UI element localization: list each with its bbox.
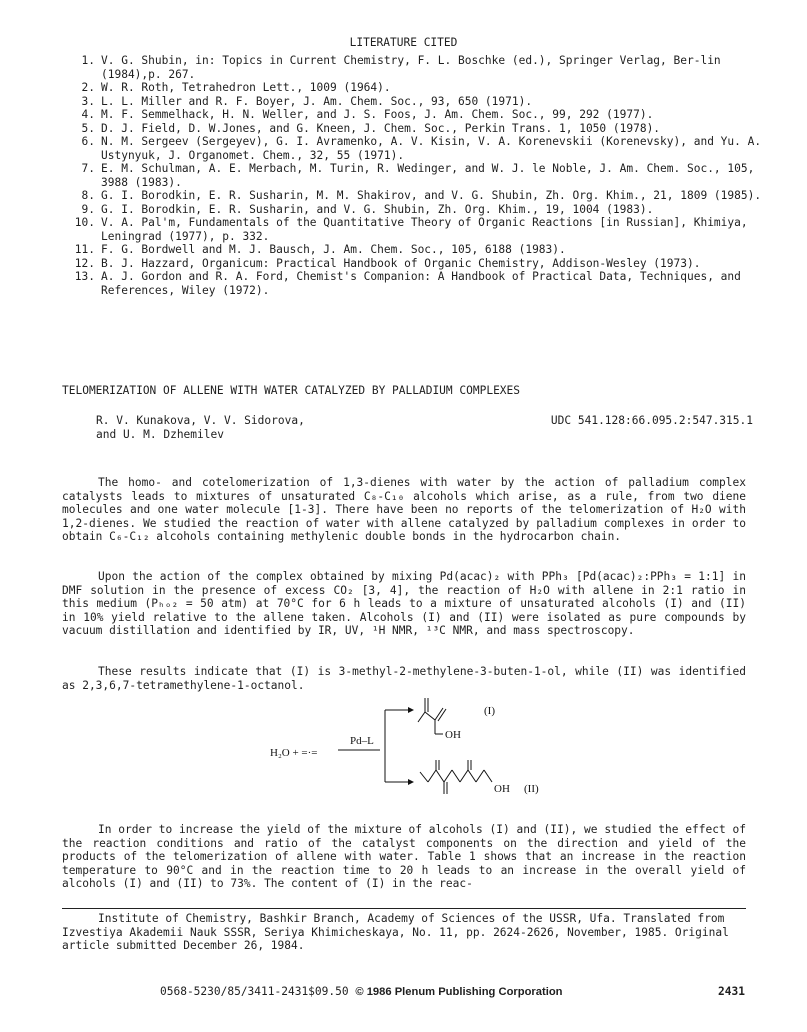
reference-number: 5. bbox=[81, 121, 95, 135]
reference-item bbox=[62, 270, 762, 297]
reference-item bbox=[62, 135, 762, 162]
paragraph-2 bbox=[62, 570, 746, 638]
reference-text: B. J. Hazzard, Organicum: Practical Handbook of Organic Chemistry, Addison-Wesley (1973). bbox=[101, 256, 701, 270]
reference-text: V. G. Shubin, in: Topics in Current Chemistry, F. L. Boschke (ed.), Springer Verlag, Ber-lin (1984),p. 267. bbox=[101, 54, 721, 81]
authors-line-1: R. V. Kunakova, V. V. Sidorova, bbox=[96, 414, 305, 427]
reference-text: N. M. Sergeev (Sergeyev), G. I. Avramenko, A. V. Kisin, V. A. Korenevskii (Korenevsky), and Yu. A. Ustynyuk, J. Organomet. Chem., 32, 55 (1971). bbox=[101, 135, 762, 162]
paragraph-3 bbox=[62, 665, 746, 692]
reference-number: 4. bbox=[81, 108, 95, 121]
footnote-text: Institute of Chemistry, Bashkir Branch, Academy of Sciences of the USSR, Ufa. Translated from Izvestiya Akademii Nauk SSSR, Seriya Khimicheskaya, No. 11, pp. 2624-2626, November, 1985. Original article submitted December 26, 1984. bbox=[62, 912, 729, 952]
reference-number: 10. bbox=[74, 216, 95, 229]
reference-item bbox=[62, 216, 762, 243]
reference-number: 2. bbox=[81, 81, 95, 94]
reference-text: A. J. Gordon and R. A. Ford, Chemist's Companion: A Handbook of Practical Data, Techniques, and References, Wiley (1972). bbox=[101, 270, 741, 297]
footnote-divider bbox=[62, 908, 746, 909]
reference-text: F. G. Bordwell and M. J. Bausch, J. Am. Chem. Soc., 105, 6188 (1983). bbox=[101, 243, 566, 256]
reference-number: 13. bbox=[74, 270, 95, 283]
structure-II-label: (II) bbox=[524, 783, 539, 795]
reference-item bbox=[62, 203, 762, 217]
reference-text: L. L. Miller and R. F. Boyer, J. Am. Chem. Soc., 93, 650 (1971). bbox=[101, 94, 533, 108]
reference-item bbox=[62, 122, 762, 136]
paragraph-4 bbox=[62, 823, 746, 891]
reference-text: G. I. Borodkin, E. R. Susharin, M. M. Shakirov, and V. G. Shubin, Zh. Org. Khim., 21, 1809 (1985). bbox=[101, 189, 762, 202]
udc-code: UDC 541.128:66.095.2:547.315.1 bbox=[550, 414, 753, 427]
paragraph-1 bbox=[62, 476, 746, 544]
paragraph-2-text: Upon the action of the complex obtained by mixing Pd(acac)₂ with PPh₃ [Pd(acac)₂:PPh₃ = 1:1] in DMF solution in the presence of excess CO₂ [3, 4], the reaction of H₂O with allene in 2:1 ratio in this medium (Pₕₒ₂ = 50 atm) at 70°C for 6 h leads to a mixture of unsaturated alcohols (I) and (II) in 10% yield relative to the allene taken. Alcohols (I) and (II) were isolated as pure compounds by vacuum distillation and identified by IR, UV, ¹H NMR, ¹³C NMR, and mass spectroscopy. bbox=[62, 570, 746, 637]
reaction-scheme bbox=[260, 690, 580, 805]
structure-I-oh: OH bbox=[445, 729, 461, 741]
structure-II bbox=[420, 760, 492, 794]
reference-item bbox=[62, 54, 762, 81]
footer-publisher: © 1986 Plenum Publishing Corporation bbox=[355, 986, 563, 998]
authors-line-2: and U. M. Dzhemilev bbox=[96, 427, 224, 441]
reference-item bbox=[62, 81, 762, 95]
reference-number: 9. bbox=[81, 202, 95, 216]
reference-text: G. I. Borodkin, E. R. Susharin, and V. G. Shubin, Zh. Org. Khim., 19, 1004 (1983). bbox=[101, 202, 654, 216]
structure-II-oh: OH bbox=[494, 783, 510, 795]
structure-I-label: (I) bbox=[484, 705, 495, 717]
footnote bbox=[62, 912, 746, 953]
reference-text: D. J. Field, D. W.Jones, and G. Kneen, J. Chem. Soc., Perkin Trans. 1, 1050 (1978). bbox=[101, 121, 661, 135]
literature-heading: LITERATURE CITED bbox=[349, 36, 458, 49]
reference-text: V. A. Pal'm, Fundamentals of the Quantitative Theory of Organic Reactions [in Russian], Khimiya, Leningrad (1977), p. 332. bbox=[101, 216, 748, 243]
reference-item bbox=[62, 95, 762, 109]
article-title: TELOMERIZATION OF ALLENE WITH WATER CATALYZED BY PALLADIUM COMPLEXES bbox=[62, 384, 521, 397]
reference-number: 7. bbox=[81, 162, 95, 175]
paragraph-3-text: These results indicate that (I) is 3-methyl-2-methylene-3-buten-1-ol, while (II) was identified as 2,3,6,7-tetramethylene-1-octanol. bbox=[62, 665, 746, 692]
reference-number: 8. bbox=[81, 189, 95, 202]
footer-line bbox=[160, 985, 563, 1000]
reference-item bbox=[62, 257, 762, 271]
footer-code: 0568-5230/85/3411-2431$09.50 bbox=[160, 985, 349, 998]
scheme-reactants: H₂O + =·= bbox=[270, 747, 318, 759]
reference-item bbox=[62, 243, 762, 257]
paragraph-4-text: In order to increase the yield of the mixture of alcohols (I) and (II), we studied the effect of the reaction conditions and ratio of the catalyst components on the direction and yield of the products of the telomerization of allene with water. Table 1 shows that an increase in the reaction temperature to 90°C and in the reaction time to 20 h leads to an increase in the overall yield of alcohols (I) and (II) to 73%. The content of (I) in the reac- bbox=[62, 823, 746, 890]
reference-list bbox=[62, 54, 762, 297]
reference-item bbox=[62, 162, 762, 189]
reference-text: M. F. Semmelhack, H. N. Weller, and J. S. Foos, J. Am. Chem. Soc., 99, 292 (1977). bbox=[101, 108, 654, 121]
reference-number: 12. bbox=[74, 256, 95, 270]
reference-item bbox=[62, 189, 762, 203]
reference-item bbox=[62, 108, 762, 122]
paragraph-1-text: The homo- and cotelomerization of 1,3-dienes with water by the action of palladium complex catalysts leads to mixtures of unsaturated C₈-C₁₀ alcohols which arise, as a rule, from two diene molecules and one water molecule [1-3]. There have been no reports of the telomerization of H₂O with 1,2-dienes. We studied the reaction of water with allene catalyzed by palladium complexes in order to obtain C₆-C₁₂ alcohols containing methylenic double bonds in the hydrocarbon chain. bbox=[62, 476, 746, 543]
reference-number: 3. bbox=[81, 94, 95, 108]
structure-I bbox=[418, 698, 446, 734]
reference-number: 1. bbox=[81, 54, 95, 67]
scheme-catalyst: Pd–L bbox=[350, 735, 374, 747]
page-number: 2431 bbox=[718, 985, 745, 998]
reference-text: W. R. Roth, Tetrahedron Lett., 1009 (1964). bbox=[101, 81, 391, 94]
reference-text: E. M. Schulman, A. E. Merbach, M. Turin, R. Wedinger, and W. J. le Noble, J. Am. Chem. Soc., 105, 3988 (1983). bbox=[101, 162, 755, 189]
arrowhead-upper bbox=[408, 707, 414, 713]
arrowhead-lower bbox=[408, 779, 414, 785]
reference-number: 11. bbox=[74, 243, 95, 256]
authors bbox=[96, 414, 305, 441]
reference-number: 6. bbox=[81, 135, 95, 148]
